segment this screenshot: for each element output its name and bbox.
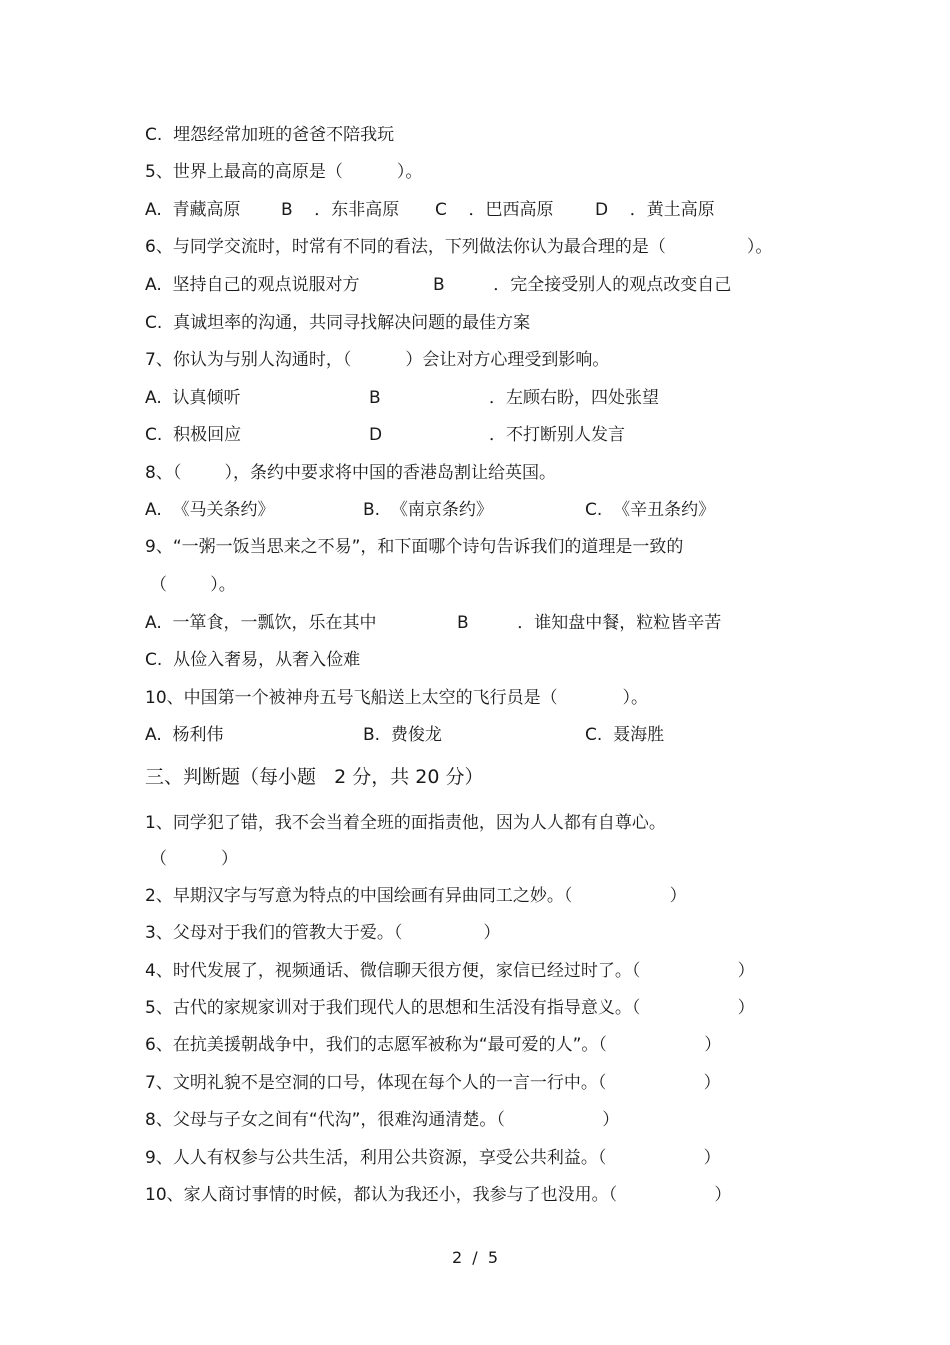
judge-item-3: 3、父母对于我们的管教大于爱。（ ） xyxy=(145,923,501,943)
judge-item-10: 10、家人商讨事情的时候，都认为我还小，我参与了也没用。（ ） xyxy=(145,1185,732,1205)
q8-option-b: B. 《南京条约》 xyxy=(363,500,493,520)
q7-option-b-letter: B xyxy=(369,388,381,408)
q7-option-a: A. 认真倾听 xyxy=(145,388,241,408)
section3-title: 三、判断题（每小题 2 分，共 20 分） xyxy=(145,766,484,788)
q8-options xyxy=(145,498,716,522)
q9-options-ab xyxy=(145,611,722,635)
q9-option-a: A. 一箪食，一瓢饮，乐在其中 xyxy=(145,613,377,633)
q7-options-ab xyxy=(145,386,659,410)
judge-item-9: 9、人人有权参与公共生活，利用公共资源，享受公共利益。（ ） xyxy=(145,1148,721,1168)
q10-option-a: A. 杨利伟 xyxy=(145,725,224,745)
q5-stem: 5、世界上最高的高原是（ ）。 xyxy=(145,162,423,182)
q7-option-d-text: ．不打断别人发言 xyxy=(489,425,625,445)
q9-option-c: C. 从俭入奢易，从奢入俭难 xyxy=(145,650,361,670)
q10-options xyxy=(145,723,665,747)
judge-item-8: 8、父母与子女之间有“代沟”，很难沟通清楚。（ ） xyxy=(145,1110,620,1130)
q8-option-c: C. 《辛丑条约》 xyxy=(585,500,716,520)
q6-option-b: B ．完全接受别人的观点改变自己 xyxy=(433,275,732,295)
q9-option-b: B ．谁知盘中餐，粒粒皆辛苦 xyxy=(457,613,722,633)
q10-option-b: B. 费俊龙 xyxy=(363,725,442,745)
q6-stem: 6、与同学交流时，时常有不同的看法，下列做法你认为最合理的是（ ）。 xyxy=(145,237,773,257)
q5-option-c: C ．巴西高原 xyxy=(435,200,554,220)
q5-options xyxy=(145,198,715,222)
q7-option-b-text: ．左顾右盼，四处张望 xyxy=(489,388,659,408)
q7-option-c: C. 积极回应 xyxy=(145,425,242,445)
judge-item-4: 4、时代发展了，视频通话、微信聊天很方便，家信已经过时了。（ ） xyxy=(145,961,755,981)
q8-option-a: A. 《马关条约》 xyxy=(145,500,275,520)
q4-option-c: C. 埋怨经常加班的爸爸不陪我玩 xyxy=(145,125,395,145)
q7-options-cd xyxy=(145,423,625,447)
q5-option-a: A. 青藏高原 xyxy=(145,200,241,220)
q5-option-d: D ．黄土高原 xyxy=(595,200,715,220)
judge-item-6: 6、在抗美援朝战争中，我们的志愿军被称为“最可爱的人”。（ ） xyxy=(145,1035,722,1055)
q6-option-c: C. 真诚坦率的沟通，共同寻找解决问题的最佳方案 xyxy=(145,313,531,333)
q6-option-a: A. 坚持自己的观点说服对方 xyxy=(145,275,360,295)
q9-stem-cont: （ ）。 xyxy=(150,575,236,595)
q9-stem: 9、“一粥一饭当思来之不易”，和下面哪个诗句告诉我们的道理是一致的 xyxy=(145,537,684,557)
judge-item-7: 7、文明礼貌不是空洞的口号，体现在每个人的一言一行中。（ ） xyxy=(145,1073,721,1093)
judge-item-1: 1、同学犯了错，我不会当着全班的面指责他，因为人人都有自尊心。 xyxy=(145,813,666,833)
judge-item-5: 5、古代的家规家训对于我们现代人的思想和生活没有指导意义。（ ） xyxy=(145,998,755,1018)
q7-stem: 7、你认为与别人沟通时，（ ）会让对方心理受到影响。 xyxy=(145,350,610,370)
q10-option-c: C. 聂海胜 xyxy=(585,725,665,745)
q6-options-ab xyxy=(145,273,732,297)
q5-option-b: B ．东非高原 xyxy=(281,200,400,220)
judge-item-1-blank: （ ） xyxy=(150,849,239,869)
q8-stem: 8、（ ），条约中要求将中国的香港岛割让给英国。 xyxy=(145,463,557,483)
q10-stem: 10、中国第一个被神舟五号飞船送上太空的飞行员是（ ）。 xyxy=(145,688,648,708)
judge-item-2: 2、早期汉字与写意为特点的中国绘画有异曲同工之妙。（ ） xyxy=(145,886,687,906)
q7-option-d-letter: D xyxy=(369,425,383,445)
page-number: 2 / 5 xyxy=(451,1248,499,1267)
